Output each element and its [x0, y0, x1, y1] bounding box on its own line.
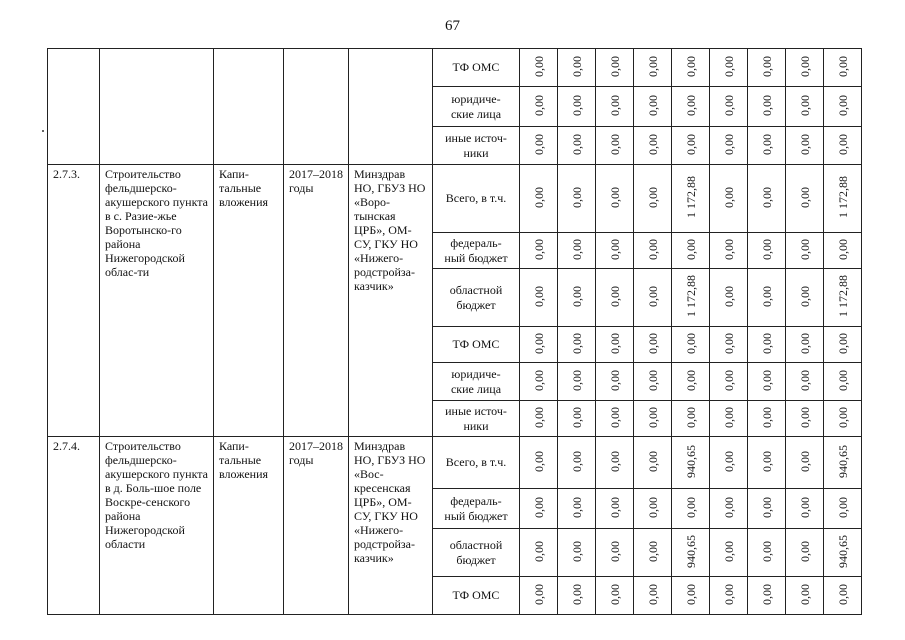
amount-value: 0,00 [797, 133, 812, 155]
amount-value: 0,00 [531, 332, 546, 354]
amount-cell [786, 233, 824, 269]
amount-cell [672, 489, 710, 529]
amount-cell [824, 489, 862, 529]
amount-value: 0,00 [569, 186, 584, 208]
amount-cell [596, 327, 634, 363]
project-name: Строительство фельдшерско-акушерского пункта в с. Разие-жье Воротынско-го района Нижегородской облас-ти [100, 165, 214, 437]
amount-value: 0,00 [645, 406, 660, 428]
amount-value: 0,00 [607, 55, 622, 77]
funding-source: Всего, в т.ч. [433, 165, 520, 233]
amount-cell [520, 577, 558, 615]
amount-value: 0,00 [721, 406, 736, 428]
amount-value: 0,00 [569, 540, 584, 562]
amount-value: 0,00 [835, 133, 850, 155]
amount-value: 940,65 [835, 534, 850, 568]
amount-cell [672, 269, 710, 327]
amount-value: 0,00 [645, 133, 660, 155]
amount-value: 1 172,88 [835, 176, 850, 218]
amount-value: 0,00 [607, 583, 622, 605]
amount-cell [710, 529, 748, 577]
funding-source: юридиче- ские лица [433, 363, 520, 401]
funding-source: федераль- ный бюджет [433, 233, 520, 269]
amount-cell [710, 127, 748, 165]
amount-value: 0,00 [645, 496, 660, 518]
amount-cell [558, 165, 596, 233]
funding-source: иные источ- ники [433, 401, 520, 437]
amount-cell [520, 363, 558, 401]
amount-cell [596, 233, 634, 269]
funding-source: федераль- ный бюджет [433, 489, 520, 529]
amount-cell [558, 489, 596, 529]
amount-value: 0,00 [797, 285, 812, 307]
amount-value: 0,00 [759, 496, 774, 518]
amount-cell [672, 127, 710, 165]
amount-value: 0,00 [683, 55, 698, 77]
continuation-type-cell [214, 49, 284, 165]
amount-cell [710, 165, 748, 233]
amount-cell [596, 269, 634, 327]
amount-cell [634, 577, 672, 615]
project-type: Капи-тальные вложения [214, 437, 284, 615]
amount-cell [634, 49, 672, 87]
amount-cell [634, 489, 672, 529]
amount-value: 0,00 [531, 55, 546, 77]
amount-value: 0,00 [569, 450, 584, 472]
table-row [48, 165, 862, 233]
amount-cell [558, 87, 596, 127]
amount-value: 0,00 [607, 94, 622, 116]
amount-value: 0,00 [797, 496, 812, 518]
amount-cell [558, 233, 596, 269]
amount-cell [634, 233, 672, 269]
amount-value: 0,00 [683, 369, 698, 391]
amount-cell [786, 127, 824, 165]
amount-cell [748, 529, 786, 577]
amount-value: 0,00 [645, 540, 660, 562]
amount-cell [558, 269, 596, 327]
amount-value: 0,00 [797, 94, 812, 116]
amount-cell [786, 327, 824, 363]
funding-source: юридиче- ские лица [433, 87, 520, 127]
amount-value: 0,00 [683, 238, 698, 260]
amount-cell [786, 437, 824, 489]
amount-cell [558, 327, 596, 363]
amount-cell [520, 127, 558, 165]
amount-cell [748, 127, 786, 165]
amount-cell [520, 49, 558, 87]
amount-value: 0,00 [569, 94, 584, 116]
amount-value: 0,00 [721, 133, 736, 155]
amount-cell [824, 87, 862, 127]
amount-value: 0,00 [797, 540, 812, 562]
amount-cell [710, 437, 748, 489]
amount-value: 0,00 [721, 285, 736, 307]
amount-value: 0,00 [683, 94, 698, 116]
amount-cell [520, 437, 558, 489]
amount-value: 0,00 [645, 369, 660, 391]
amount-value: 0,00 [797, 55, 812, 77]
continuation-name-cell [100, 49, 214, 165]
amount-cell [558, 577, 596, 615]
amount-value: 0,00 [569, 406, 584, 428]
amount-value: 0,00 [683, 496, 698, 518]
amount-cell [748, 437, 786, 489]
amount-cell [596, 401, 634, 437]
amount-value: 0,00 [607, 238, 622, 260]
amount-cell [672, 363, 710, 401]
project-type: Капи-тальные вложения [214, 165, 284, 437]
amount-value: 0,00 [759, 133, 774, 155]
amount-value: 1 172,88 [683, 176, 698, 218]
amount-value: 0,00 [797, 369, 812, 391]
amount-cell [748, 489, 786, 529]
amount-cell [748, 401, 786, 437]
amount-cell [520, 489, 558, 529]
amount-cell [634, 327, 672, 363]
amount-cell [558, 127, 596, 165]
amount-value: 0,00 [531, 450, 546, 472]
amount-cell [672, 327, 710, 363]
amount-value: 0,00 [759, 332, 774, 354]
amount-cell [596, 363, 634, 401]
amount-cell [634, 529, 672, 577]
amount-value: 0,00 [797, 450, 812, 472]
amount-cell [672, 49, 710, 87]
amount-value: 0,00 [835, 583, 850, 605]
amount-value: 0,00 [759, 285, 774, 307]
continuation-code-cell [48, 49, 100, 165]
amount-cell [672, 577, 710, 615]
amount-value: 0,00 [797, 238, 812, 260]
amount-cell [824, 401, 862, 437]
amount-value: 0,00 [569, 55, 584, 77]
project-years: 2017–2018 годы [284, 437, 349, 615]
continuation-years-cell [284, 49, 349, 165]
funding-source: иные источ- ники [433, 127, 520, 165]
amount-cell [824, 233, 862, 269]
amount-cell [748, 363, 786, 401]
amount-cell [786, 165, 824, 233]
amount-value: 0,00 [645, 583, 660, 605]
amount-cell [634, 87, 672, 127]
amount-cell [596, 489, 634, 529]
amount-cell [710, 49, 748, 87]
amount-value: 0,00 [531, 496, 546, 518]
amount-value: 0,00 [569, 369, 584, 391]
amount-cell [748, 269, 786, 327]
amount-cell [520, 401, 558, 437]
amount-cell [824, 127, 862, 165]
amount-value: 0,00 [645, 332, 660, 354]
amount-value: 0,00 [835, 238, 850, 260]
amount-cell [710, 327, 748, 363]
amount-value: 0,00 [759, 238, 774, 260]
project-name: Строительство фельдшерско-акушерского пункта в д. Боль-шое поле Воскре-сенского района Нижегородской области [100, 437, 214, 615]
funding-source: ТФ ОМС [433, 577, 520, 615]
amount-cell [520, 87, 558, 127]
project-executor: Минздрав НО, ГБУЗ НО «Воро-тынская ЦРБ», ОМ-СУ, ГКУ НО «Нижего-родстройза-казчик» [349, 165, 433, 437]
amount-cell [748, 87, 786, 127]
funding-source: областной бюджет [433, 269, 520, 327]
amount-cell [824, 165, 862, 233]
funding-source: областной бюджет [433, 529, 520, 577]
amount-value: 0,00 [607, 285, 622, 307]
amount-value: 0,00 [645, 285, 660, 307]
amount-cell [710, 401, 748, 437]
amount-value: 0,00 [531, 94, 546, 116]
amount-value: 0,00 [797, 406, 812, 428]
amount-cell [710, 269, 748, 327]
amount-value: 0,00 [835, 406, 850, 428]
amount-value: 0,00 [721, 55, 736, 77]
amount-value: 0,00 [607, 369, 622, 391]
amount-value: 0,00 [759, 406, 774, 428]
amount-value: 0,00 [721, 450, 736, 472]
amount-cell [596, 437, 634, 489]
amount-value: 0,00 [683, 406, 698, 428]
amount-value: 0,00 [645, 94, 660, 116]
amount-value: 0,00 [759, 94, 774, 116]
amount-value: 0,00 [607, 133, 622, 155]
amount-value: 0,00 [531, 369, 546, 391]
amount-cell [824, 437, 862, 489]
amount-value: 0,00 [569, 332, 584, 354]
amount-value: 0,00 [531, 583, 546, 605]
amount-value: 0,00 [531, 238, 546, 260]
amount-cell [634, 269, 672, 327]
amount-cell [596, 49, 634, 87]
amount-value: 0,00 [683, 133, 698, 155]
amount-cell [634, 437, 672, 489]
amount-cell [672, 529, 710, 577]
amount-value: 0,00 [569, 583, 584, 605]
amount-value: 0,00 [721, 238, 736, 260]
continuation-exec-cell [349, 49, 433, 165]
amount-value: 0,00 [645, 186, 660, 208]
project-code: 2.7.4. [48, 437, 100, 615]
amount-cell [786, 87, 824, 127]
amount-cell [710, 489, 748, 529]
budget-table [47, 48, 862, 615]
amount-cell [710, 363, 748, 401]
amount-value: 0,00 [759, 450, 774, 472]
amount-value: 0,00 [607, 540, 622, 562]
project-code: 2.7.3. [48, 165, 100, 437]
amount-cell [634, 401, 672, 437]
amount-value: 0,00 [721, 540, 736, 562]
amount-cell [558, 437, 596, 489]
amount-value: 0,00 [759, 540, 774, 562]
amount-cell [824, 269, 862, 327]
amount-value: 0,00 [721, 94, 736, 116]
amount-cell [596, 127, 634, 165]
amount-cell [748, 577, 786, 615]
amount-value: 0,00 [835, 369, 850, 391]
amount-value: 0,00 [683, 332, 698, 354]
amount-value: 940,65 [683, 534, 698, 568]
amount-value: 0,00 [721, 369, 736, 391]
amount-value: 0,00 [797, 583, 812, 605]
amount-value: 1 172,88 [835, 275, 850, 317]
amount-cell [634, 127, 672, 165]
amount-cell [748, 327, 786, 363]
amount-cell [596, 165, 634, 233]
amount-cell [710, 577, 748, 615]
amount-value: 0,00 [645, 55, 660, 77]
amount-value: 0,00 [531, 186, 546, 208]
amount-value: 0,00 [607, 496, 622, 518]
amount-value: 0,00 [835, 332, 850, 354]
amount-value: 0,00 [607, 332, 622, 354]
project-years: 2017–2018 годы [284, 165, 349, 437]
amount-cell [786, 489, 824, 529]
page-number: 67 [445, 18, 460, 34]
amount-cell [786, 363, 824, 401]
project-executor: Минздрав НО, ГБУЗ НО «Вос-кресенская ЦРБ», ОМ-СУ, ГКУ НО «Нижего-родстройза-казчик» [349, 437, 433, 615]
amount-value: 0,00 [645, 238, 660, 260]
amount-value: 0,00 [607, 186, 622, 208]
amount-cell [786, 401, 824, 437]
amount-cell [786, 269, 824, 327]
amount-cell [520, 529, 558, 577]
funding-source: ТФ ОМС [433, 49, 520, 87]
amount-cell [824, 327, 862, 363]
amount-cell [672, 87, 710, 127]
amount-value: 0,00 [569, 285, 584, 307]
amount-cell [634, 363, 672, 401]
amount-value: 0,00 [759, 186, 774, 208]
amount-cell [672, 233, 710, 269]
amount-cell [672, 401, 710, 437]
amount-value: 0,00 [721, 332, 736, 354]
amount-value: 0,00 [531, 540, 546, 562]
amount-cell [520, 233, 558, 269]
amount-value: 0,00 [721, 583, 736, 605]
amount-value: 0,00 [759, 55, 774, 77]
amount-cell [748, 233, 786, 269]
amount-value: 0,00 [797, 186, 812, 208]
amount-value: 0,00 [759, 583, 774, 605]
amount-cell [748, 49, 786, 87]
funding-source: Всего, в т.ч. [433, 437, 520, 489]
amount-value: 0,00 [797, 332, 812, 354]
amount-value: 0,00 [683, 583, 698, 605]
amount-cell [786, 577, 824, 615]
amount-cell [558, 401, 596, 437]
amount-cell [520, 327, 558, 363]
table-row [48, 437, 862, 489]
amount-value: 0,00 [759, 369, 774, 391]
amount-value: 0,00 [569, 133, 584, 155]
amount-value: 0,00 [607, 450, 622, 472]
amount-cell [824, 49, 862, 87]
amount-cell [710, 233, 748, 269]
amount-cell [672, 165, 710, 233]
amount-value: 0,00 [645, 450, 660, 472]
amount-cell [596, 577, 634, 615]
amount-cell [824, 577, 862, 615]
amount-cell [634, 165, 672, 233]
amount-value: 0,00 [835, 496, 850, 518]
amount-value: 0,00 [835, 94, 850, 116]
amount-value: 0,00 [569, 238, 584, 260]
amount-cell [824, 363, 862, 401]
amount-cell [786, 49, 824, 87]
amount-value: 940,65 [683, 444, 698, 478]
amount-cell [520, 269, 558, 327]
amount-cell [824, 529, 862, 577]
scan-speck [42, 130, 44, 132]
amount-cell [672, 437, 710, 489]
amount-value: 0,00 [569, 496, 584, 518]
amount-value: 940,65 [835, 444, 850, 478]
amount-cell [596, 529, 634, 577]
amount-cell [596, 87, 634, 127]
amount-cell [520, 165, 558, 233]
amount-cell [748, 165, 786, 233]
amount-value: 0,00 [721, 496, 736, 518]
amount-value: 0,00 [531, 285, 546, 307]
funding-source: ТФ ОМС [433, 327, 520, 363]
amount-value: 0,00 [531, 406, 546, 428]
amount-value: 0,00 [531, 133, 546, 155]
amount-cell [786, 529, 824, 577]
amount-value: 1 172,88 [683, 275, 698, 317]
amount-cell [558, 529, 596, 577]
amount-cell [558, 49, 596, 87]
amount-cell [558, 363, 596, 401]
amount-value: 0,00 [835, 55, 850, 77]
table-row [48, 49, 862, 87]
amount-value: 0,00 [721, 186, 736, 208]
amount-value: 0,00 [607, 406, 622, 428]
amount-cell [710, 87, 748, 127]
